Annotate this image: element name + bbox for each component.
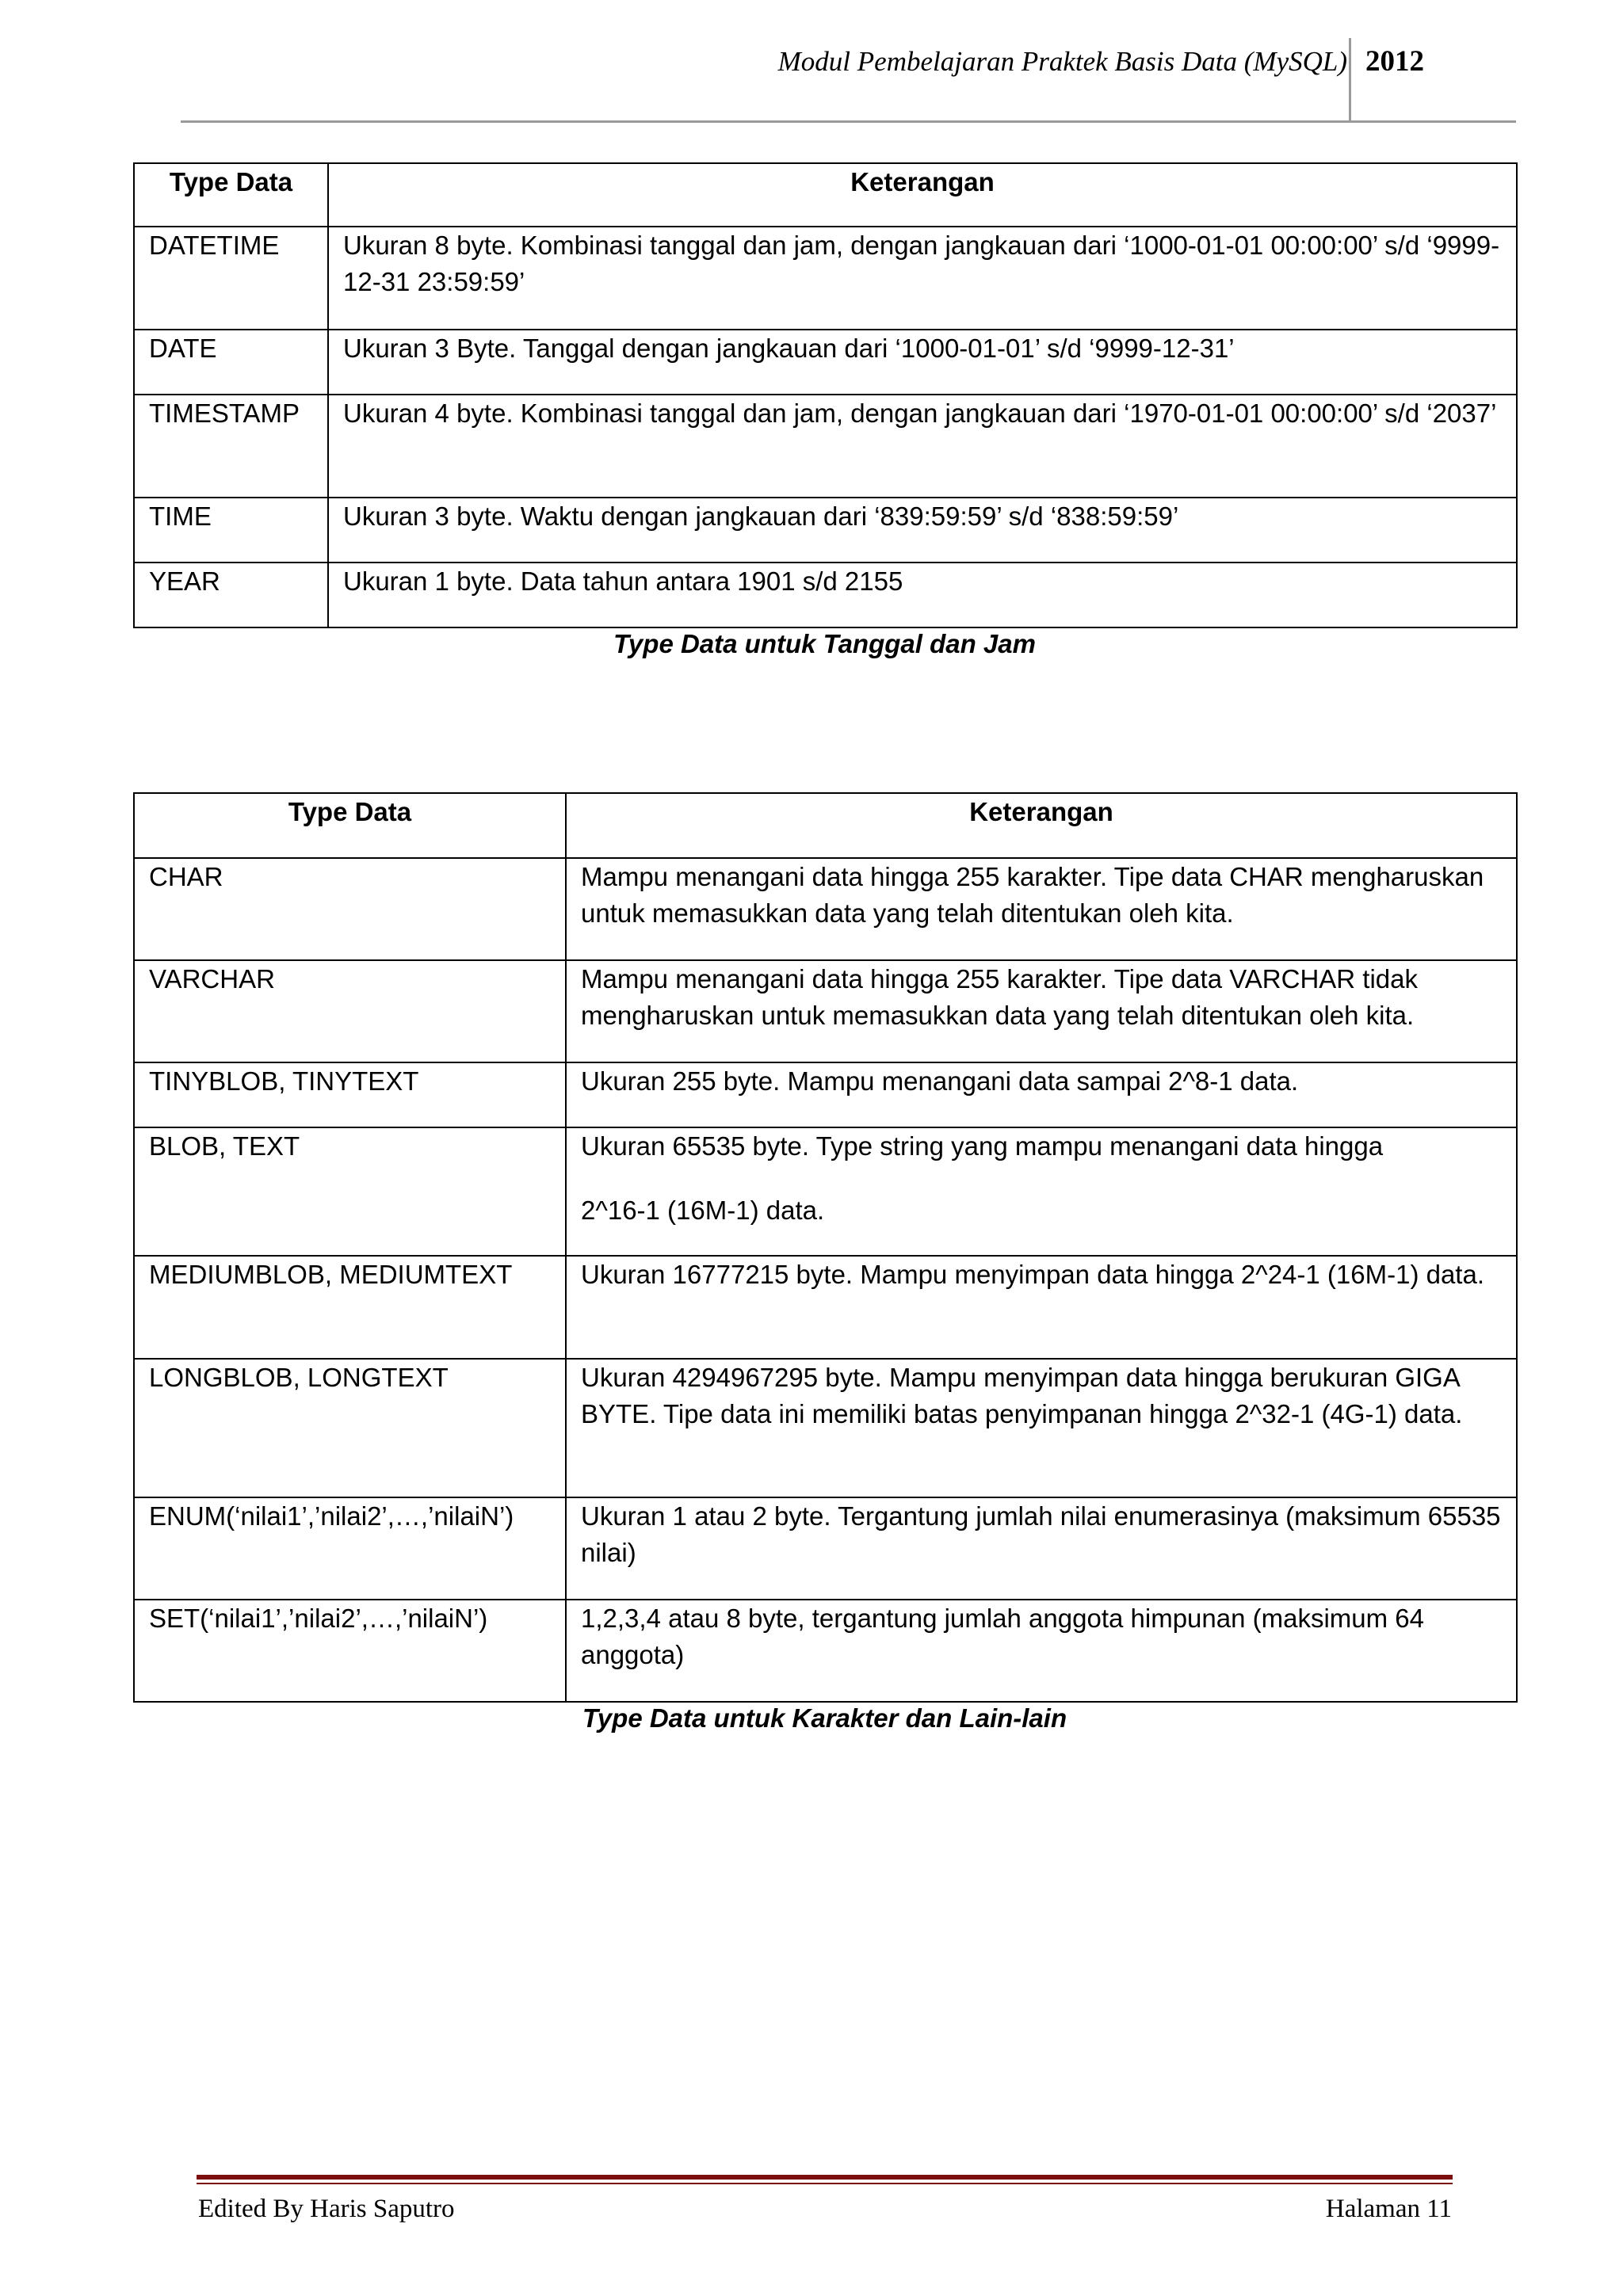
table-row (134, 227, 1517, 330)
type-cell: VARCHAR (134, 960, 566, 1062)
footer-rule-thin (197, 2183, 1453, 2184)
type-cell: TIME (134, 498, 328, 563)
description-cell: Ukuran 4 byte. Kombinasi tanggal dan jam, dengan jangkauan dari ‘1970-01-01 00:00:00’ s/d ‘2037’ (328, 395, 1517, 498)
type-cell: LONGBLOB, LONGTEXT (134, 1359, 566, 1497)
description-cell (566, 1127, 1517, 1256)
table-row (134, 960, 1517, 1062)
table-header-row (134, 793, 1517, 858)
type-cell: DATE (134, 330, 328, 395)
table-row (134, 858, 1517, 960)
header-title: Modul Pembelajaran Praktek Basis Data (MySQL) (777, 46, 1347, 77)
table-header-row (134, 163, 1517, 227)
description-cell: Ukuran 16777215 byte. Mampu menyimpan data hingga 2^24-1 (16M-1) data. (566, 1256, 1517, 1359)
char-types-table (133, 792, 1518, 1703)
column-header-type: Type Data (134, 163, 328, 227)
table-caption-char: Type Data untuk Karakter dan Lain-lain (582, 1703, 1067, 1733)
type-cell: SET(‘nilai1’,’nilai2’,…,’nilaiN’) (134, 1600, 566, 1702)
table-row (134, 1497, 1517, 1600)
table-row (134, 395, 1517, 498)
description-cell: Ukuran 4294967295 byte. Mampu menyimpan data hingga berukuran GIGA BYTE. Tipe data ini memiliki batas penyimpanan hingga 2^32-1 (4G-1) data. (566, 1359, 1517, 1497)
description-cell: Mampu menangani data hingga 255 karakter. Tipe data CHAR mengharuskan untuk memasukkan data yang telah ditentukan oleh kita. (566, 858, 1517, 960)
table-row (134, 1359, 1517, 1497)
footer-author: Edited By Haris Saputro (198, 2195, 455, 2223)
description-cell: Ukuran 1 byte. Data tahun antara 1901 s/d 2155 (328, 563, 1517, 627)
description-cell: Mampu menangani data hingga 255 karakter. Tipe data VARCHAR tidak mengharuskan untuk memasukkan data yang telah ditentukan oleh kita. (566, 960, 1517, 1062)
type-cell: DATETIME (134, 227, 328, 330)
table-row (134, 1256, 1517, 1359)
type-cell: TINYBLOB, TINYTEXT (134, 1062, 566, 1127)
footer-page-number: Halaman 11 (1325, 2195, 1452, 2223)
table-caption-datetime: Type Data untuk Tanggal dan Jam (613, 629, 1036, 658)
description-cell: Ukuran 8 byte. Kombinasi tanggal dan jam, dengan jangkauan dari ‘1000-01-01 00:00:00’ s/d ‘9999-12-31 23:59:59’ (328, 227, 1517, 330)
table-row (134, 330, 1517, 395)
description-cell: Ukuran 3 Byte. Tanggal dengan jangkauan dari ‘1000-01-01’ s/d ‘9999-12-31’ (328, 330, 1517, 395)
table-row (134, 498, 1517, 563)
description-cell: Ukuran 1 atau 2 byte. Tergantung jumlah nilai enumerasinya (maksimum 65535 nilai) (566, 1497, 1517, 1600)
table-row (134, 1062, 1517, 1127)
footer-rule-thick (197, 2175, 1453, 2180)
type-cell: BLOB, TEXT (134, 1127, 566, 1256)
column-header-description: Keterangan (566, 793, 1517, 858)
column-header-description: Keterangan (328, 163, 1517, 227)
description-cell: Ukuran 3 byte. Waktu dengan jangkauan dari ‘839:59:59’ s/d ‘838:59:59’ (328, 498, 1517, 563)
description-cell: Ukuran 255 byte. Mampu menangani data sampai 2^8-1 data. (566, 1062, 1517, 1127)
description-line-1: Ukuran 65535 byte. Type string yang mampu menangani data hingga (581, 1131, 1384, 1161)
description-cell: 1,2,3,4 atau 8 byte, tergantung jumlah anggota himpunan (maksimum 64 anggota) (566, 1600, 1517, 1702)
column-header-type: Type Data (134, 793, 566, 858)
description-line-2: 2^16-1 (16M-1) data. (581, 1196, 825, 1225)
header-rule (181, 120, 1516, 123)
table-row (134, 1127, 1517, 1256)
header-divider (1349, 38, 1351, 122)
datetime-types-table (133, 162, 1518, 628)
type-cell: TIMESTAMP (134, 395, 328, 498)
type-cell: CHAR (134, 858, 566, 960)
type-cell: YEAR (134, 563, 328, 627)
type-cell: MEDIUMBLOB, MEDIUMTEXT (134, 1256, 566, 1359)
table-row (134, 563, 1517, 627)
header-year: 2012 (1365, 45, 1424, 78)
table-row (134, 1600, 1517, 1702)
type-cell: ENUM(‘nilai1’,’nilai2’,…,’nilaiN’) (134, 1497, 566, 1600)
